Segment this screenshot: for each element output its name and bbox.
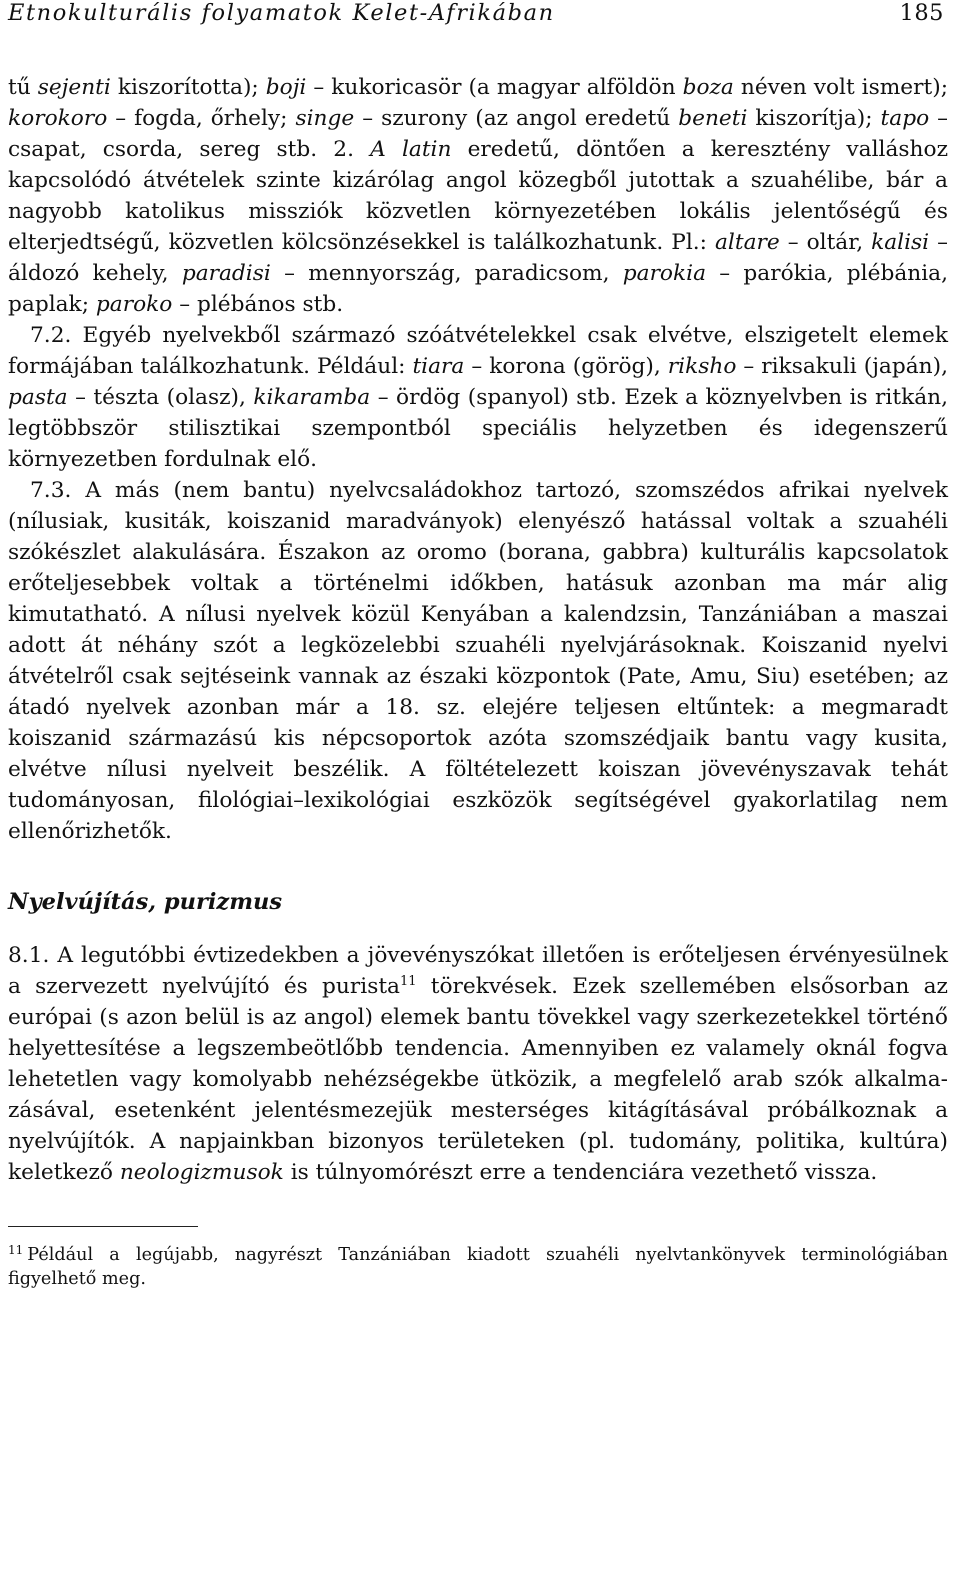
running-header <box>8 0 948 34</box>
footnote <box>8 1243 948 1291</box>
footnote-mark: 11 <box>8 1243 24 1257</box>
footnote-divider <box>8 1226 198 1227</box>
paragraph-latin-loans: tű sejenti kiszorította); boji – kukoricasör (a magyar alföldön boza néven volt ismert); korokoro – fogda, őrhely; singe – szurony (az angol eredetű beneti kiszorítja); tapo – csapat, csorda, sereg stb. 2. A latin eredetű, döntően a keresztény valláshoz kapcsolódó átvételek szinte kizárólag angol közegből jutottak a szuahélibe, bár a nagyobb katolikus missziók közvetlen környezetében lokális jelentőségű és elterjedtségű, közvetlen kölcsönzésekkel is találkozhatunk. Pl.: altare – oltár, kalisi – áldozó kehely, paradisi – mennyország, paradicsom, parokia – parókia, plébánia, paplak; paroko – plébános stb. <box>8 75 948 317</box>
running-title: Etnokulturális folyamatok Kelet-Afrikában <box>8 0 555 26</box>
section-heading: Nyelvújítás, purizmus <box>8 889 283 915</box>
page-number: 185 <box>899 0 944 26</box>
footnote-text: Például a legújabb, nagyrészt Tanzániában kiadott szuahéli nyelvtankönyvek terminológiában figyelhető meg. <box>8 1245 948 1289</box>
footnote-reference: 11 <box>399 974 417 989</box>
paragraph-7-2: 7.2. Egyéb nyelvekből származó szóátvételekkel csak elvétve, elszigetelt elemek formájában találkozhatunk. Például: tiara – korona (görög), riksho – riksakuli (japán), pasta – tészta (olasz), kikaramba – ördög (spanyol) stb. Ezek a köznyelvben is ritkán, legtöbbször stilisztikai szempontból speciális helyzetben és idegenszerű környezetben fordulnak elő. <box>8 323 949 472</box>
paragraph-7-3: 7.3. A más (nem bantu) nyelvcsaládokhoz tartozó, szomszédos afrikai nyelvek (nílusiak, kusiták, koiszanid maradványok) elenyésző hatással voltak a szuahéli szókészlet alakulására. Északon az oromo (borana, gabbra) kulturális kapcsolatok erőteljesebbek voltak a történelmi időkben, hatásuk azonban ma már alig kimutatható. A nílusi nyelvek közül Kenyában a kalendzsin, Tanzániában a maszai adott át néhány szót a legközelebbi szuahéli nyelvjárásoknak. Koiszanid nyelvi átvételről csak sejtéseink vannak az északi központok (Pate, Amu, Siu) esetében; az átadó nyelvek azonban már a 18. sz. elejére teljesen eltűntek: a megmaradt koiszanid származású kis népcsoportok azóta szomszédjaik bantu vagy kusita, elvétve nílusi nyelveit beszélik. A föltételezett koiszan jövevényszavak tehát tudományosan, filológiai–lexikológiai eszközök segítségével gyakorlatilag nem ellenőrizhetők. <box>8 478 948 844</box>
paragraph-8-1: 8.1. A legutóbbi évtizedekben a jövevényszókat illetően is erőteljesen érvényesülnek a szervezett nyelvújító és purista$^{11}$ törekvések. Ezek szellemében elsősorban az európai (s azon belül is az angol) elemek bantu tövekkel vagy szerkezetekkel történő helyettesítése a legszembeötlőbb tendencia. Amennyiben ez valamely oknál fogva lehetetlen vagy komolyabb nehézségekbe ütközik, a megfelelő arab szók alkalmazásával, esetenként jelentésmezejük mesterséges kitágításával próbálkoznak a nyelvújítók. A napjainkban bizonyos területeken (pl. tudomány, politika, kultúra) keletkező neologizmusok is túlnyomórészt erre a tendenciára vezethető vissza. <box>8 943 948 1185</box>
body-text <box>8 72 948 847</box>
document-page <box>8 0 948 1291</box>
